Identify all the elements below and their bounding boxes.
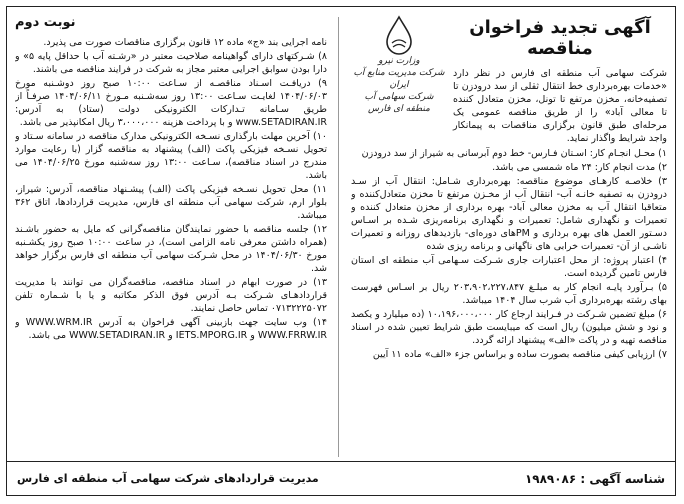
list-item: ۱۰) آخرین مهلت بارگذاری نسـخه الکترونیکی مدارک مناقصه در سامانه سـتاد و تحویل نسـخه فیزیکی پاکت (الف) پیشنهاد به مناقصه گزار (با رعایت موارد مندرج در اسناد مناقصه)، سـاعت ۱۳:۰۰ روز سه‌شنبه مورخ ۱۴۰۴/۰۶/۲۵ می باشد. [15,131,327,181]
water-drop-icon [382,15,416,55]
right-column [351,15,667,461]
ad-footer [7,461,675,495]
list-item: ۵) بـرآورد پایـه انجام کار به مبلـغ ۲۰۳،۹۰۲،۲۲۷،۸۴۷ ریال بر اسـاس فهرست بهای رشته بهره‌برداری آب شرب سال ۱۴۰۴ میباشد. [351,282,667,306]
logo-line-management: شرکت مدیریت منابع آب ایران [353,68,445,90]
column-divider [338,17,339,457]
ad-header [351,15,667,147]
header-main [453,15,667,145]
left-column [15,15,327,461]
list-item: ۱) محـل انجـام کار: اسـتان فـارس- خط دوم آبرسانی به شیراز از سد درودزن [361,148,667,159]
list-item: ۱۴) وب سایت جهت بازبینی آگهی فراخوان به آدرس WWW.WRM.IR و WWW.FRRW.IR و IETS.MPORG.IR و WWW.SETADIRAN.IR می باشد. [15,317,327,341]
list-item: ۹) دریافـت اسـناد مناقصـه از سـاعت ۱۰:۰۰ صبح روز دوشـنبه مورخ ۱۴۰۴/۰۶/۰۳ لغایـت سـاعت ۱۳:۰۰ روز سه‌شـنبه مـورخ ۱۴۰۴/۰۶/۱۱ صرفـاً از طریق سـامانه تـدارکات الکترونیکی دولت (ستاد) به آدرس: www.SETADIRAN.IR و با پرداخت هزینه ۳،۰۰۰،۰۰۰ ریال امکانپذیر می باشد. [15,78,327,128]
list-item: ۴) اعتبار پروژه: از محل اعتبارات جاری شـرکت سـهامی آب منطقه ای استان فارس تامین گردیده است. [351,255,667,279]
list-item: ۷) ارزیابی کیفی مناقصه بصورت ساده و براساس جزء «الف» ماده ۱۱ آیین [372,349,667,360]
issuer-name: مدیریت قراردادهای شرکت سهامی آب منطقه ای فارس [17,472,319,485]
logo-line-company: شرکت سهامی آب منطقه ای فارس [364,92,434,114]
list-item: ۶) مبلغ تضمین شـرکت در فـرایند ارجاع کار ۱۰،۱۹۶،۰۰۰،۰۰۰ (ده میلیارد و یکصد و نود و شش میلیون) ریال است که میبایست طبق شرایط تعیین شده در اسناد مناقصه تهیه و در پاکت «الف» پیشنهاد ارائه گردد. [351,309,667,346]
list-item: ۸) شـرکتهای دارای گواهینامه صلاحیت معتبر در «رشـته آب با حداقل پایه ۵» و دارا بودن سوابق اجرایی معتبر مجاز به شرکت در فرایند مناقصه می باشند. [15,51,327,75]
list-item: نامه اجرایی بند «ج» ماده ۱۲ قانون برگزاری مناقصات صورت می پذیرد. [43,37,327,48]
list-item: ۳) خلاصـه کارهـای موضوع مناقصه: بهره‌برداری شـامل: انتقال آب از سـد درودزن به تصفیه خانـه آب- انتقال آب از مخـزن مرتفع تا مخزن متعادل‌کننده و متعاقبا انتقال آب به مخزن معالی آباد- بهره برداری از مخزن متعادل کننده و تعمیرات و نگهداری شامل: تعمیرات و نگهداری برنامه‌ریزی شـده بر اسـاس دسـتور العمل های بهره برداری و PMهای دوره‌ای- بازدیدهای روزانه و تعمیرات ناشـی از آن- تعمیرات خرابی های ناگهانی و برنامه ریزی شده [351,176,667,252]
ad-title: آگهی تجدید فراخوان مناقصه [469,17,651,59]
list-item: ۱۳) در صورت ابهام در اسناد مناقصه، مناقصه‌گران می توانند با مدیریت قراردادهـای شـرکت بـه آدرس فوق الذکر مکاتبه و یا با شـماره تلفن ۰۷۱۳۲۲۲۵۰۷۲ تماس حاصل نمایند. [15,277,327,314]
list-item: ۲) مدت انجام کار: ۲۴ ماه شمسی می باشد. [492,162,667,173]
right-items-list [351,147,667,361]
organization-logo [351,15,447,143]
left-items-list [15,36,327,342]
list-item: ۱۱) محل تحویل نسـخه فیزیکی پاکت (الف) پیشـنهاد مناقصه، آدرس: شیراز، بلوار ارم، شرکت سهامی آب منطقه ای فارس، مدیریت قراردادها، اتاق ۳۶۲ میباشد. [15,184,327,221]
ad-id: شناسه آگهی : ۱۹۸۹۰۸۶ [524,471,665,486]
intro-text: شرکت سهامی آب منطقه ای فارس در نظر دارد «خدمات بهره‌برداری خط انتقال ثقلی از سد درودزن تا تصفیه‌خانه، مخزن مرتفع تا تونل، مخزن متعادل کننده تا معالی آباد» را از طریق مناقصه عمومی یک مرحله‌ای طبق قانون برگزاری مناقصات به پیمانکار واجد شرایط واگذار نماید. [453,68,667,144]
tender-advertisement [6,6,676,496]
list-item: ۱۲) جلسه مناقصه با حضور نمایندگان مناقصه‌گرانی که مایل به حضور باشـند (همراه داشتن معرفی نامه الزامی است)، در ساعت ۱۰:۰۰ صبح روز یکشـنبه مورخ ۱۴۰۴/۰۶/۳۰ در محل شـرکت سهامی آب منطقه ای فارس برگزار خواهد شد. [15,224,327,274]
logo-line-ministry: وزارت نیرو [378,56,420,66]
publication-round: نوبت دوم [15,15,76,30]
